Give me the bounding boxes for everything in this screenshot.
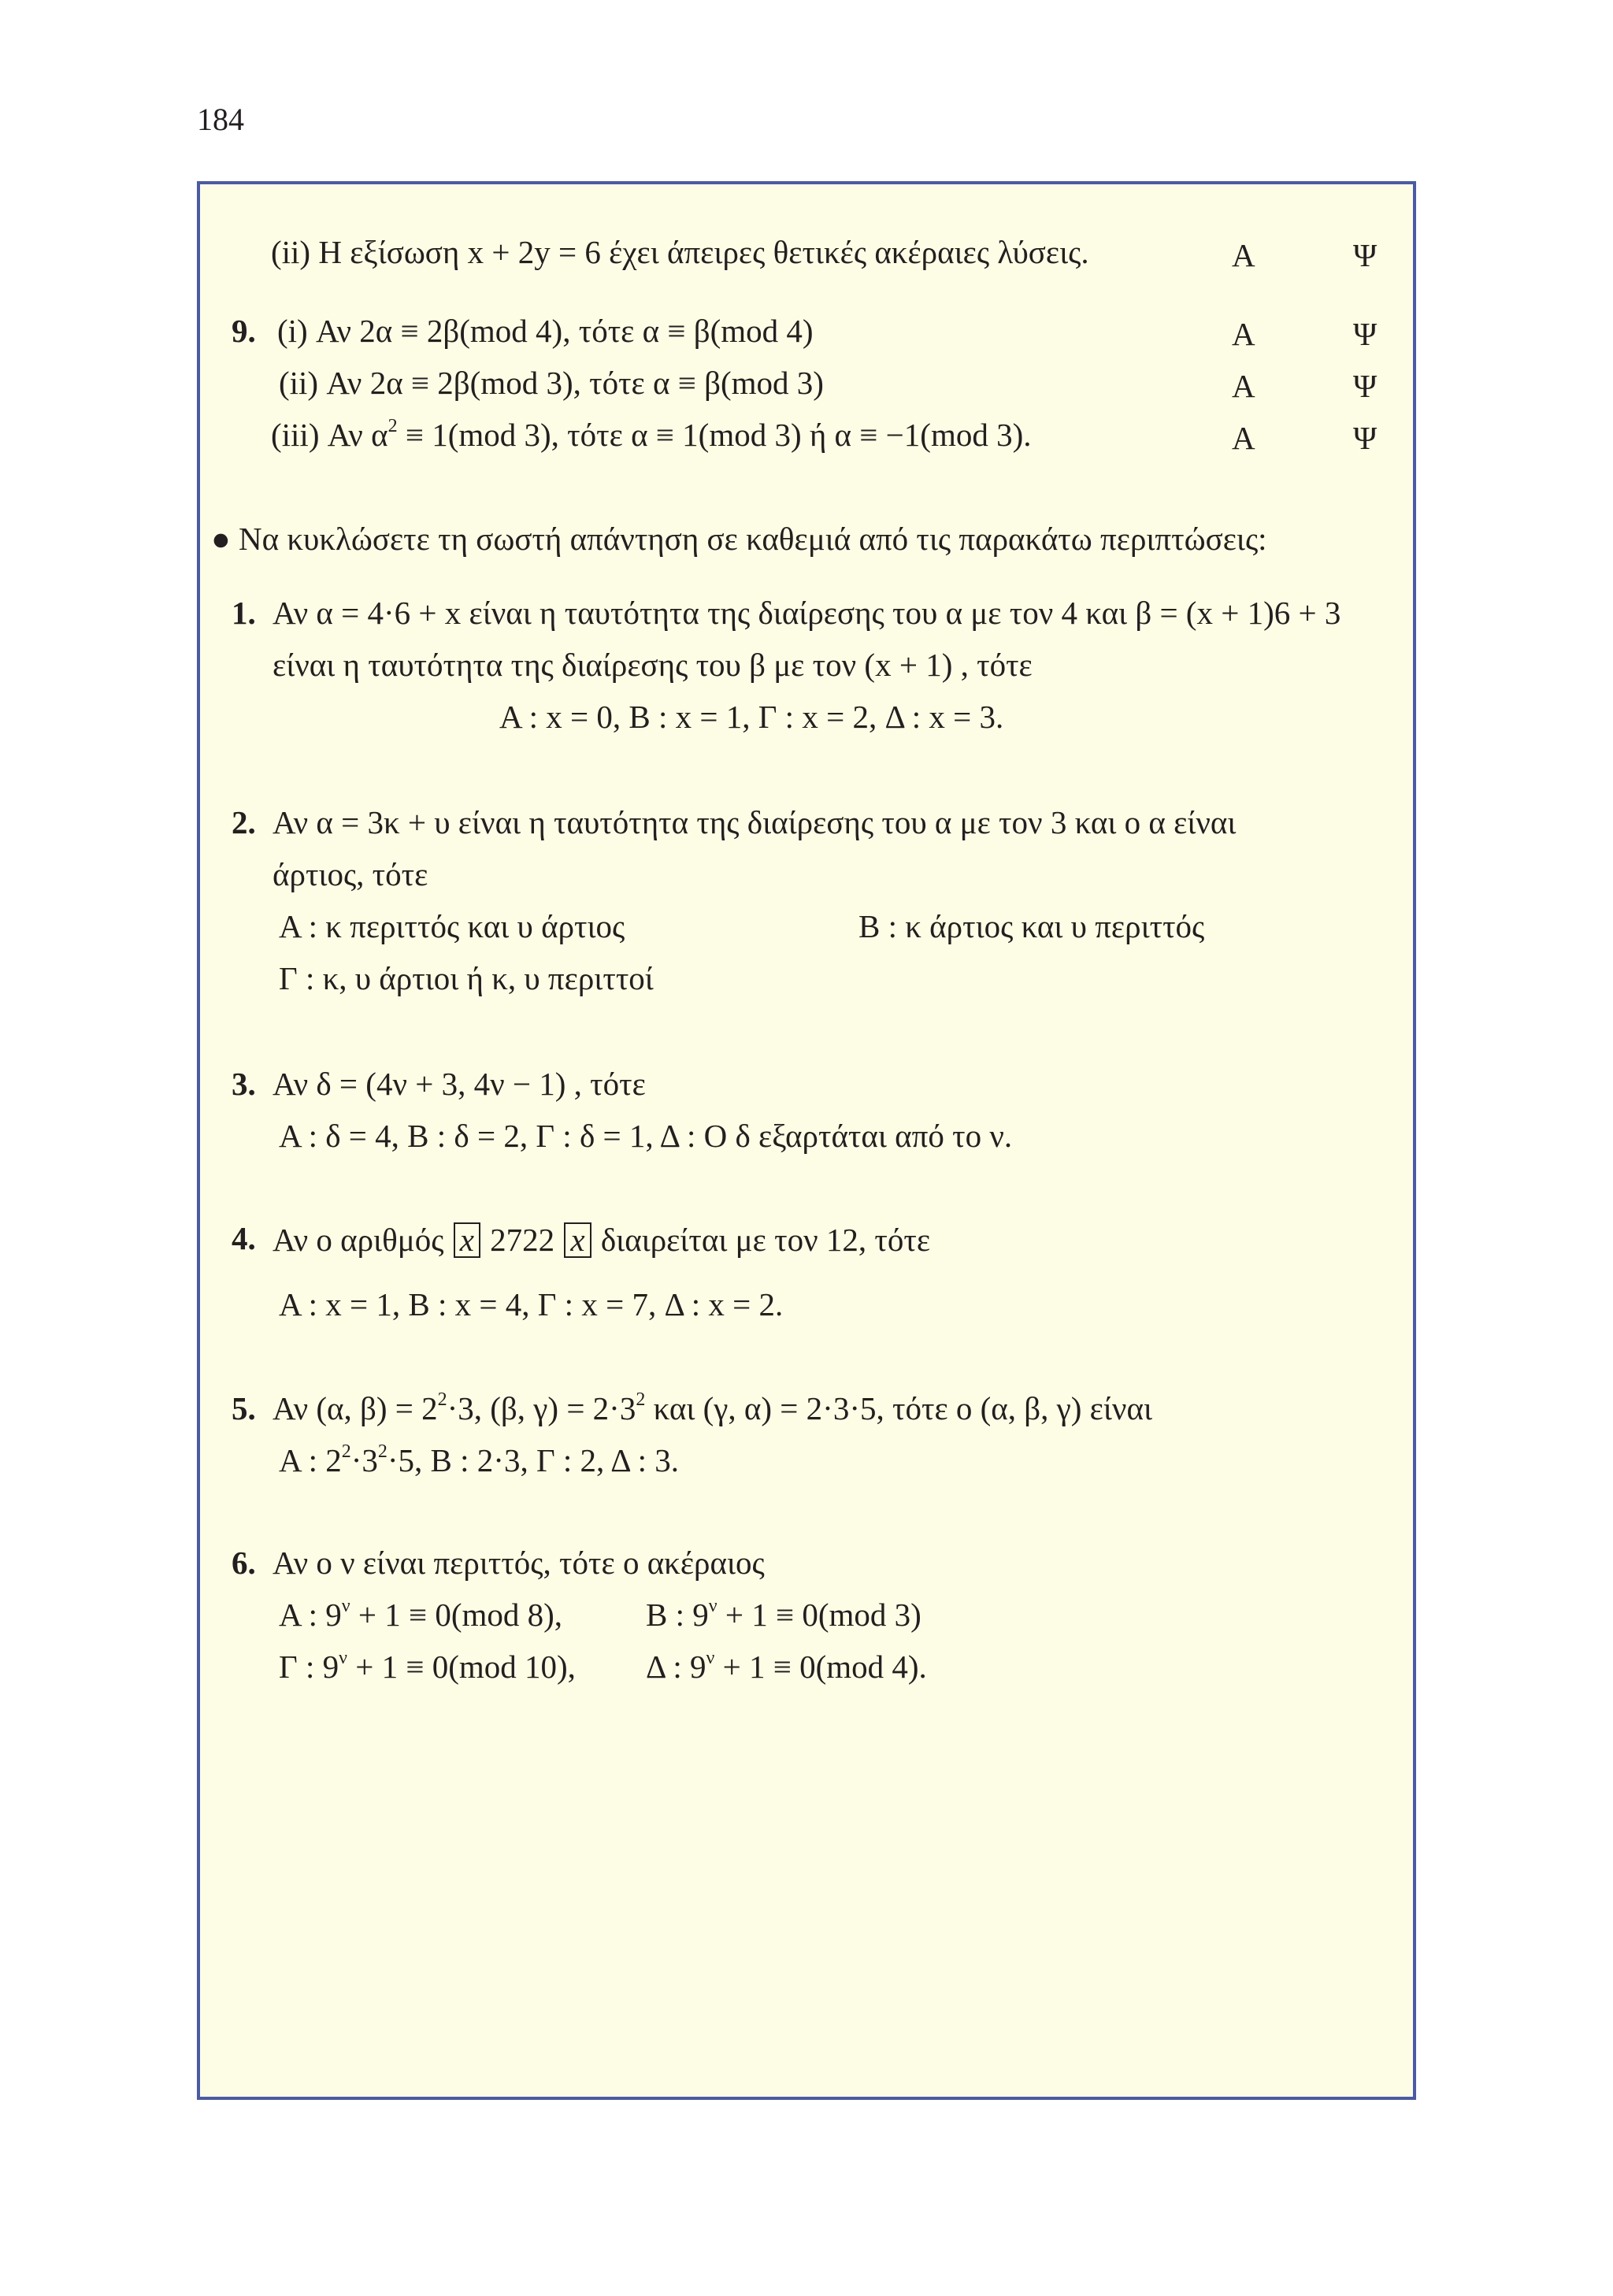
true-option[interactable]: Α [1232,316,1255,352]
exercise-frame [197,181,1416,2100]
q6-line1: Αν ο ν είναι περιττός, τότε ο ακέραιος [273,1545,765,1581]
true-option[interactable]: Α [1232,368,1255,404]
q4-line1: Αν ο αριθμός x 2722 x διαιρείται με τον 12, τότε [273,1222,931,1258]
q9-item-iii: (iii) Αν $\alpha^2 \equiv 1(mod$ 3), τότε α ≡ 1(mod 3) ή α ≡ −1(mod 3). [271,416,1032,453]
false-option[interactable]: Ψ [1353,368,1378,404]
q2-choice-b: Β : κ άρτιος και υ περιττός [858,908,1205,944]
false-option[interactable]: Ψ [1353,237,1378,273]
digit-box: x [454,1222,480,1258]
q5-number: 5. [232,1390,256,1426]
q6-choice-g: Γ : $9^\nu + 1 \equiv 0(mod$ 10), [279,1648,576,1685]
q2-line2: άρτιος, τότε [273,856,428,892]
q3-line1: Αν δ = (4ν + 3, 4ν − 1) , τότε [273,1066,646,1102]
page-number: 184 [197,102,244,137]
q5-choices: Α : $2^2\cdot 3^2\cdot 5$, Β : 2·3, Γ : 2, Δ : 3. [279,1441,680,1478]
q9-item-i: (i) Αν 2α ≡ 2β(mod 4), τότε α ≡ β(mod 4) [277,313,814,349]
q1-line2: είναι η ταυτότητα της διαίρεσης του β με τον (x + 1) , τότε [273,647,1033,683]
q2-choice-a: Α : κ περιττός και υ άρτιος [279,908,625,944]
q3-number: 3. [232,1066,256,1102]
q9-item-ii: (ii) Αν 2α ≡ 2β(mod 3), τότε α ≡ β(mod 3) [279,365,824,401]
q9-number: 9. [232,313,256,349]
q6-choice-b: Β : $9^\nu + 1 \equiv 0(mod$ 3) [646,1596,921,1633]
q5-line1: Αν (α, $\beta) = 2^2\cdot 3$, (β, $\gamma) = 2\cdot 3^2$ και (γ, α) = 2·3·5, τότε ο (α, β, γ) είναι [273,1389,1152,1426]
q4-choices: Α : x = 1, Β : x = 4, Γ : x = 7, Δ : x = 2. [279,1286,784,1322]
q3-choices: Α : δ = 4, Β : δ = 2, Γ : δ = 1, Δ : Ο δ εξαρτάται από το ν. [279,1118,1013,1154]
false-option[interactable]: Ψ [1353,316,1378,352]
true-option[interactable]: Α [1232,420,1255,456]
q6-choice-d: Δ : $9^\nu + 1 \equiv 0(mod$ 4). [646,1648,927,1685]
q6-number: 6. [232,1545,256,1581]
q2-number: 2. [232,804,256,840]
false-option[interactable]: Ψ [1353,420,1378,456]
q2-choice-g: Γ : κ, υ άρτιοι ή κ, υ περιττοί [279,960,654,996]
q6-choice-a: Α : $9^\nu + 1 \equiv 0(mod$ 8), [279,1596,563,1633]
q2-line1: Αν α = 3κ + υ είναι η ταυτότητα της διαίρεσης του α με τον 3 και ο α είναι [273,804,1237,840]
q1-line1: Αν α = 4·6 + x είναι η ταυτότητα της διαίρεσης του α με τον 4 και β = (x + 1)6 + 3 [273,595,1341,631]
tf-item-ii: (ii) Η εξίσωση x + 2y = 6 έχει άπειρες θετικές ακέραιες λύσεις. [271,234,1089,270]
q4-number: 4. [232,1220,256,1256]
q1-number: 1. [232,595,256,631]
true-option[interactable]: Α [1232,237,1255,273]
q1-choices: Α : x = 0, Β : x = 1, Γ : x = 2, Δ : x = 3. [499,699,1004,735]
instruction: ● Να κυκλώσετε τη σωστή απάντηση σε καθεμιά από τις παρακάτω περιπτώσεις: [211,521,1267,557]
digit-box: x [564,1222,591,1258]
